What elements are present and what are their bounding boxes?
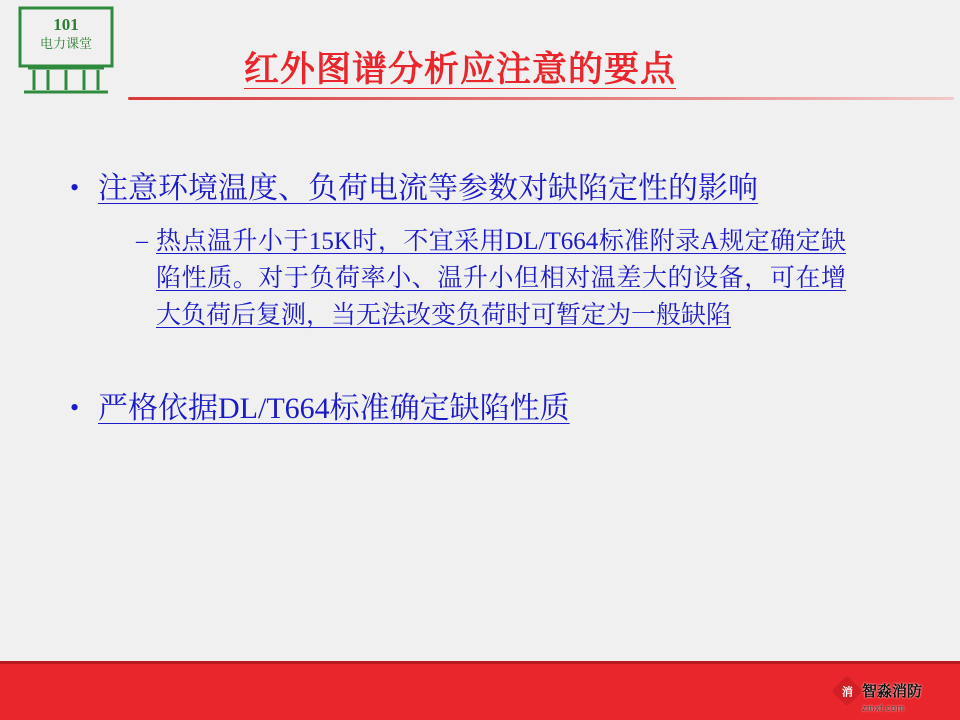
slide-header	[0, 0, 960, 104]
list-item	[70, 168, 900, 209]
spacer	[70, 334, 900, 388]
power-academy-logo	[14, 6, 118, 94]
watermark-label: 智淼消防	[862, 682, 923, 700]
header-divider	[128, 97, 954, 100]
flame-badge-icon	[831, 675, 862, 706]
bullet-marker: •	[70, 173, 80, 202]
footer-bar	[0, 664, 960, 720]
bullet-marker: –	[136, 228, 148, 254]
svg-text:电力课堂: 电力课堂	[39, 36, 93, 51]
bullet-text: 严格依据DL/T664标准确定缺陷性质	[98, 392, 570, 425]
bullet-marker: •	[70, 393, 80, 422]
watermark-sublabel: zmxf.com	[862, 703, 905, 713]
bullet-text: 注意环境温度、负荷电流等参数对缺陷定性的影响	[98, 172, 758, 205]
slide-body	[70, 168, 900, 433]
watermark	[836, 680, 954, 716]
svg-text:101: 101	[53, 15, 79, 34]
page-title: 红外图谱分析应注意的要点	[243, 50, 676, 89]
list-item	[136, 223, 900, 334]
watermark-badge-label: 消	[841, 686, 853, 698]
bullet-text: 热点温升小于15K时，不宜采用DL/T664标准附录A规定确定缺陷性质。对于负荷率小、温升小但相对温差大的设备，可在增大负荷后复测，当无法改变负荷时可暂定为一般缺陷	[156, 228, 846, 329]
list-item	[70, 388, 900, 429]
